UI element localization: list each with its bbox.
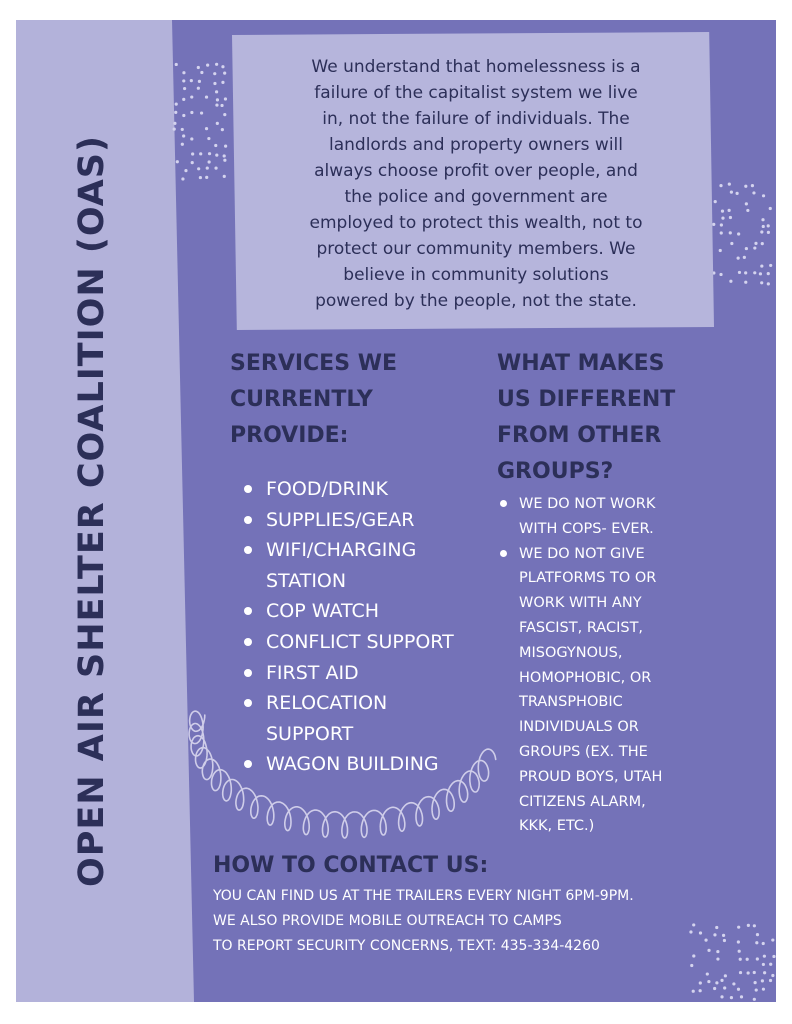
services-heading-line: PROVIDE: [230,423,349,448]
service-item [266,627,506,658]
service-item-line: STATION [266,569,347,592]
service-item-line: WIFI/CHARGING [266,539,417,562]
difference-item [519,492,755,542]
service-item-line: SUPPORT [266,722,354,745]
intro-line: always choose profit over people, and [314,161,638,181]
intro-line: protect our community members. We [316,239,636,259]
difference-item-line: WE DO NOT WORK [519,496,656,512]
organization-title: OPEN AIR SHELTER COALITION (OAS) [72,134,112,888]
intro-line: in, not the failure of individuals. The [322,109,630,129]
intro-line: employed to protect this wealth, not to [309,213,643,233]
difference-heading-line: US DIFFERENT [497,387,676,412]
difference-item-line: MISOGYNOUS, [519,644,623,661]
contact-line: WE ALSO PROVIDE MOBILE OUTREACH TO CAMPS [213,913,562,929]
intro-statement [264,54,688,314]
intro-line: failure of the capitalist system we live [314,83,638,103]
dot-pattern-right [710,182,776,292]
service-item [266,535,506,596]
difference-item-line: KKK, ETC.) [519,818,595,835]
difference-item-line: INDIVIDUALS OR [519,719,639,736]
difference-item-line: PROUD BOYS, UTAH [519,768,663,785]
service-item-line: CONFLICT SUPPORT [266,630,454,653]
service-item [266,658,506,689]
service-item-line: FOOD/DRINK [266,478,388,500]
dot-pattern-top-left [172,62,232,188]
service-item [266,596,506,627]
intro-line: We understand that homelessness is a [311,57,641,77]
services-heading [230,346,470,454]
intro-line: the police and government are [344,187,608,207]
service-item [266,688,506,749]
difference-item [519,542,755,840]
service-item-line: RELOCATION [266,692,388,715]
services-list [266,474,506,780]
contact-info [213,884,773,959]
service-item-line: COP WATCH [266,600,380,623]
service-item [266,749,506,780]
service-item-line: SUPPLIES/GEAR [266,508,415,531]
difference-item-line: HOMOPHOBIC, OR [519,669,652,686]
services-heading-line: SERVICES WE [230,351,397,376]
difference-item-line: FASCIST, RACIST, [519,619,644,636]
contact-line: YOU CAN FIND US AT THE TRAILERS EVERY NIGHT 6PM-9PM. [213,888,634,904]
difference-list [519,492,755,839]
difference-item-line: TRANSPHOBIC [519,694,623,711]
difference-item-line: WITH COPS- EVER. [519,520,654,537]
contact-heading: HOW TO CONTACT US: [213,853,489,878]
services-heading-line: CURRENTLY [230,387,373,412]
service-item [266,474,506,505]
difference-item-line: PLATFORMS TO OR [519,570,657,587]
difference-item-line: WE DO NOT GIVE [519,545,645,562]
difference-heading-line: GROUPS? [497,459,614,484]
service-item [266,505,506,536]
intro-line: landlords and property owners will [329,135,623,155]
difference-heading [497,346,757,490]
difference-item-line: CITIZENS ALARM, [519,793,646,810]
difference-item-line: GROUPS (EX. THE [519,743,648,760]
service-item-line: FIRST AID [266,661,359,684]
intro-line: powered by the people, not the state. [315,291,637,311]
difference-heading-line: FROM OTHER [497,423,662,448]
service-item-line: WAGON BUILDING [266,753,439,776]
contact-line: TO REPORT SECURITY CONCERNS, TEXT: 435-334-4260 [213,938,600,954]
flyer [16,20,776,1002]
intro-line: believe in community solutions [343,265,609,285]
difference-heading-line: WHAT MAKES [497,351,665,376]
difference-item-line: WORK WITH ANY [519,595,642,612]
